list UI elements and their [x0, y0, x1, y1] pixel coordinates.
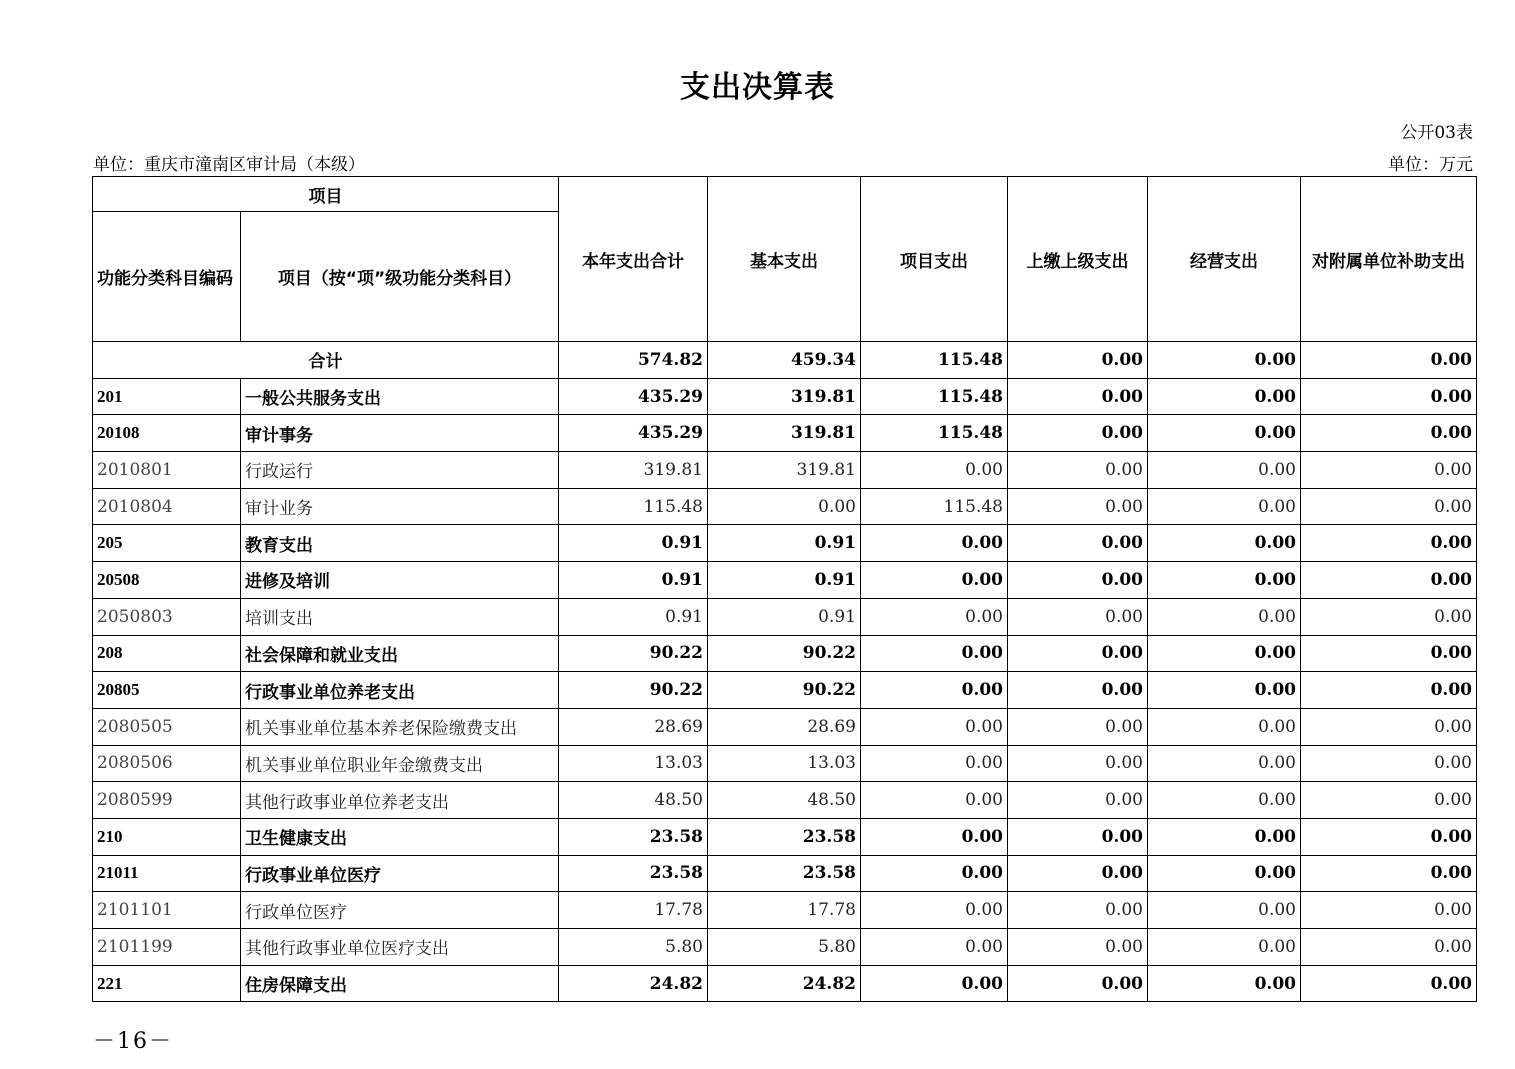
project-value: 0.00	[861, 965, 1008, 1002]
basic-value: 24.82	[708, 965, 861, 1002]
business-value: 0.00	[1148, 452, 1301, 489]
total-value: 90.22	[559, 635, 708, 672]
upper-value: 0.00	[1008, 452, 1148, 489]
item-name: 培训支出	[241, 598, 559, 635]
business-value: 0.00	[1148, 635, 1301, 672]
basic-value: 319.81	[708, 452, 861, 489]
function-code: 205	[93, 525, 241, 562]
upper-value: 0.00	[1008, 892, 1148, 929]
item-name: 一般公共服务支出	[241, 378, 559, 415]
item-name: 机关事业单位基本养老保险缴费支出	[241, 708, 559, 745]
function-code: 2010801	[93, 452, 241, 489]
item-name: 卫生健康支出	[241, 818, 559, 855]
project-value: 115.48	[861, 378, 1008, 415]
upper-value: 0.00	[1008, 378, 1148, 415]
subsidy-value: 0.00	[1301, 342, 1477, 379]
expenditure-table	[92, 176, 1477, 1002]
project-value: 0.00	[861, 892, 1008, 929]
function-code: 2050803	[93, 598, 241, 635]
total-value: 0.91	[559, 525, 708, 562]
function-code: 208	[93, 635, 241, 672]
subsidy-value: 0.00	[1301, 892, 1477, 929]
total-value: 13.03	[559, 745, 708, 782]
header-item: 项目（按“项”级功能分类科目）	[241, 212, 559, 342]
function-code: 20108	[93, 415, 241, 452]
subsidy-value: 0.00	[1301, 818, 1477, 855]
subsidy-value: 0.00	[1301, 929, 1477, 966]
basic-value: 23.58	[708, 818, 861, 855]
table-row	[93, 598, 1477, 635]
upper-value: 0.00	[1008, 635, 1148, 672]
table-row	[93, 855, 1477, 892]
item-name: 行政事业单位养老支出	[241, 672, 559, 709]
item-name: 机关事业单位职业年金缴费支出	[241, 745, 559, 782]
table-row	[93, 415, 1477, 452]
unit-organization: 单位：重庆市潼南区审计局（本级）	[93, 155, 365, 175]
header-subsidy: 对附属单位补助支出	[1301, 177, 1477, 342]
basic-value: 48.50	[708, 782, 861, 819]
project-value: 0.00	[861, 708, 1008, 745]
item-name: 审计业务	[241, 488, 559, 525]
total-label: 合计	[93, 342, 559, 379]
item-name: 社会保障和就业支出	[241, 635, 559, 672]
table-row	[93, 525, 1477, 562]
table-row	[93, 965, 1477, 1002]
subsidy-value: 0.00	[1301, 745, 1477, 782]
business-value: 0.00	[1148, 708, 1301, 745]
total-value: 23.58	[559, 818, 708, 855]
business-value: 0.00	[1148, 672, 1301, 709]
total-value: 90.22	[559, 672, 708, 709]
header-project: 项目	[93, 177, 559, 212]
upper-value: 0.00	[1008, 782, 1148, 819]
table-row	[93, 782, 1477, 819]
item-name: 进修及培训	[241, 562, 559, 599]
basic-value: 319.81	[708, 378, 861, 415]
function-code: 2080505	[93, 708, 241, 745]
upper-value: 0.00	[1008, 855, 1148, 892]
upper-value: 0.00	[1008, 929, 1148, 966]
business-value: 0.00	[1148, 415, 1301, 452]
project-value: 115.48	[861, 415, 1008, 452]
basic-value: 17.78	[708, 892, 861, 929]
subsidy-value: 0.00	[1301, 635, 1477, 672]
project-value: 0.00	[861, 525, 1008, 562]
table-row	[93, 929, 1477, 966]
project-value: 0.00	[861, 855, 1008, 892]
subsidy-value: 0.00	[1301, 415, 1477, 452]
basic-value: 23.58	[708, 855, 861, 892]
basic-value: 13.03	[708, 745, 861, 782]
unit-currency: 单位：万元	[1388, 155, 1473, 175]
upper-value: 0.00	[1008, 415, 1148, 452]
table-row	[93, 818, 1477, 855]
total-value: 23.58	[559, 855, 708, 892]
subsidy-value: 0.00	[1301, 378, 1477, 415]
project-value: 0.00	[861, 818, 1008, 855]
function-code: 210	[93, 818, 241, 855]
basic-value: 28.69	[708, 708, 861, 745]
function-code: 2080599	[93, 782, 241, 819]
basic-value: 0.91	[708, 525, 861, 562]
header-project-expenditure: 项目支出	[861, 177, 1008, 342]
table-row	[93, 672, 1477, 709]
total-value: 319.81	[559, 452, 708, 489]
function-code: 2010804	[93, 488, 241, 525]
upper-value: 0.00	[1008, 672, 1148, 709]
table-row	[93, 892, 1477, 929]
project-value: 0.00	[861, 782, 1008, 819]
item-name: 审计事务	[241, 415, 559, 452]
business-value: 0.00	[1148, 855, 1301, 892]
upper-value: 0.00	[1008, 598, 1148, 635]
header-code: 功能分类科目编码	[93, 212, 241, 342]
item-name: 住房保障支出	[241, 965, 559, 1002]
total-value: 5.80	[559, 929, 708, 966]
subsidy-value: 0.00	[1301, 488, 1477, 525]
upper-value: 0.00	[1008, 708, 1148, 745]
upper-value: 0.00	[1008, 525, 1148, 562]
item-name: 行政单位医疗	[241, 892, 559, 929]
item-name: 行政运行	[241, 452, 559, 489]
business-value: 0.00	[1148, 562, 1301, 599]
item-name: 教育支出	[241, 525, 559, 562]
item-name: 行政事业单位医疗	[241, 855, 559, 892]
page-number: －16－	[93, 1029, 173, 1054]
function-code: 20805	[93, 672, 241, 709]
upper-value: 0.00	[1008, 562, 1148, 599]
total-value: 17.78	[559, 892, 708, 929]
total-value: 435.29	[559, 378, 708, 415]
business-value: 0.00	[1148, 598, 1301, 635]
business-value: 0.00	[1148, 965, 1301, 1002]
table-body	[93, 342, 1477, 1002]
business-value: 0.00	[1148, 342, 1301, 379]
page-title: 支出决算表	[680, 70, 835, 105]
basic-value: 459.34	[708, 342, 861, 379]
total-value: 48.50	[559, 782, 708, 819]
business-value: 0.00	[1148, 818, 1301, 855]
business-value: 0.00	[1148, 378, 1301, 415]
basic-value: 5.80	[708, 929, 861, 966]
business-value: 0.00	[1148, 929, 1301, 966]
function-code: 2101199	[93, 929, 241, 966]
function-code: 2101101	[93, 892, 241, 929]
business-value: 0.00	[1148, 782, 1301, 819]
table-row	[93, 488, 1477, 525]
business-value: 0.00	[1148, 745, 1301, 782]
upper-value: 0.00	[1008, 745, 1148, 782]
upper-value: 0.00	[1008, 342, 1148, 379]
function-code: 21011	[93, 855, 241, 892]
header-upper-payment: 上缴上级支出	[1008, 177, 1148, 342]
total-value: 115.48	[559, 488, 708, 525]
total-value: 435.29	[559, 415, 708, 452]
project-value: 115.48	[861, 342, 1008, 379]
subsidy-value: 0.00	[1301, 708, 1477, 745]
subsidy-value: 0.00	[1301, 452, 1477, 489]
subsidy-value: 0.00	[1301, 782, 1477, 819]
upper-value: 0.00	[1008, 488, 1148, 525]
basic-value: 0.00	[708, 488, 861, 525]
subsidy-value: 0.00	[1301, 562, 1477, 599]
project-value: 0.00	[861, 929, 1008, 966]
header-total: 本年支出合计	[559, 177, 708, 342]
upper-value: 0.00	[1008, 818, 1148, 855]
table-number: 公开03表	[1400, 123, 1473, 143]
business-value: 0.00	[1148, 525, 1301, 562]
total-value: 28.69	[559, 708, 708, 745]
function-code: 221	[93, 965, 241, 1002]
basic-value: 90.22	[708, 672, 861, 709]
function-code: 201	[93, 378, 241, 415]
table-row	[93, 452, 1477, 489]
item-name: 其他行政事业单位养老支出	[241, 782, 559, 819]
project-value: 115.48	[861, 488, 1008, 525]
upper-value: 0.00	[1008, 965, 1148, 1002]
business-value: 0.00	[1148, 892, 1301, 929]
subsidy-value: 0.00	[1301, 855, 1477, 892]
subsidy-value: 0.00	[1301, 672, 1477, 709]
total-value: 0.91	[559, 562, 708, 599]
header-business: 经营支出	[1148, 177, 1301, 342]
table-row	[93, 378, 1477, 415]
project-value: 0.00	[861, 562, 1008, 599]
total-row	[93, 342, 1477, 379]
subsidy-value: 0.00	[1301, 525, 1477, 562]
project-value: 0.00	[861, 745, 1008, 782]
basic-value: 0.91	[708, 562, 861, 599]
project-value: 0.00	[861, 635, 1008, 672]
basic-value: 319.81	[708, 415, 861, 452]
table-row	[93, 635, 1477, 672]
table-row	[93, 562, 1477, 599]
project-value: 0.00	[861, 452, 1008, 489]
table-row	[93, 745, 1477, 782]
basic-value: 0.91	[708, 598, 861, 635]
function-code: 2080506	[93, 745, 241, 782]
total-value: 574.82	[559, 342, 708, 379]
table-row	[93, 708, 1477, 745]
total-value: 24.82	[559, 965, 708, 1002]
subsidy-value: 0.00	[1301, 965, 1477, 1002]
business-value: 0.00	[1148, 488, 1301, 525]
function-code: 20508	[93, 562, 241, 599]
project-value: 0.00	[861, 598, 1008, 635]
subsidy-value: 0.00	[1301, 598, 1477, 635]
basic-value: 90.22	[708, 635, 861, 672]
header-basic: 基本支出	[708, 177, 861, 342]
total-value: 0.91	[559, 598, 708, 635]
project-value: 0.00	[861, 672, 1008, 709]
item-name: 其他行政事业单位医疗支出	[241, 929, 559, 966]
